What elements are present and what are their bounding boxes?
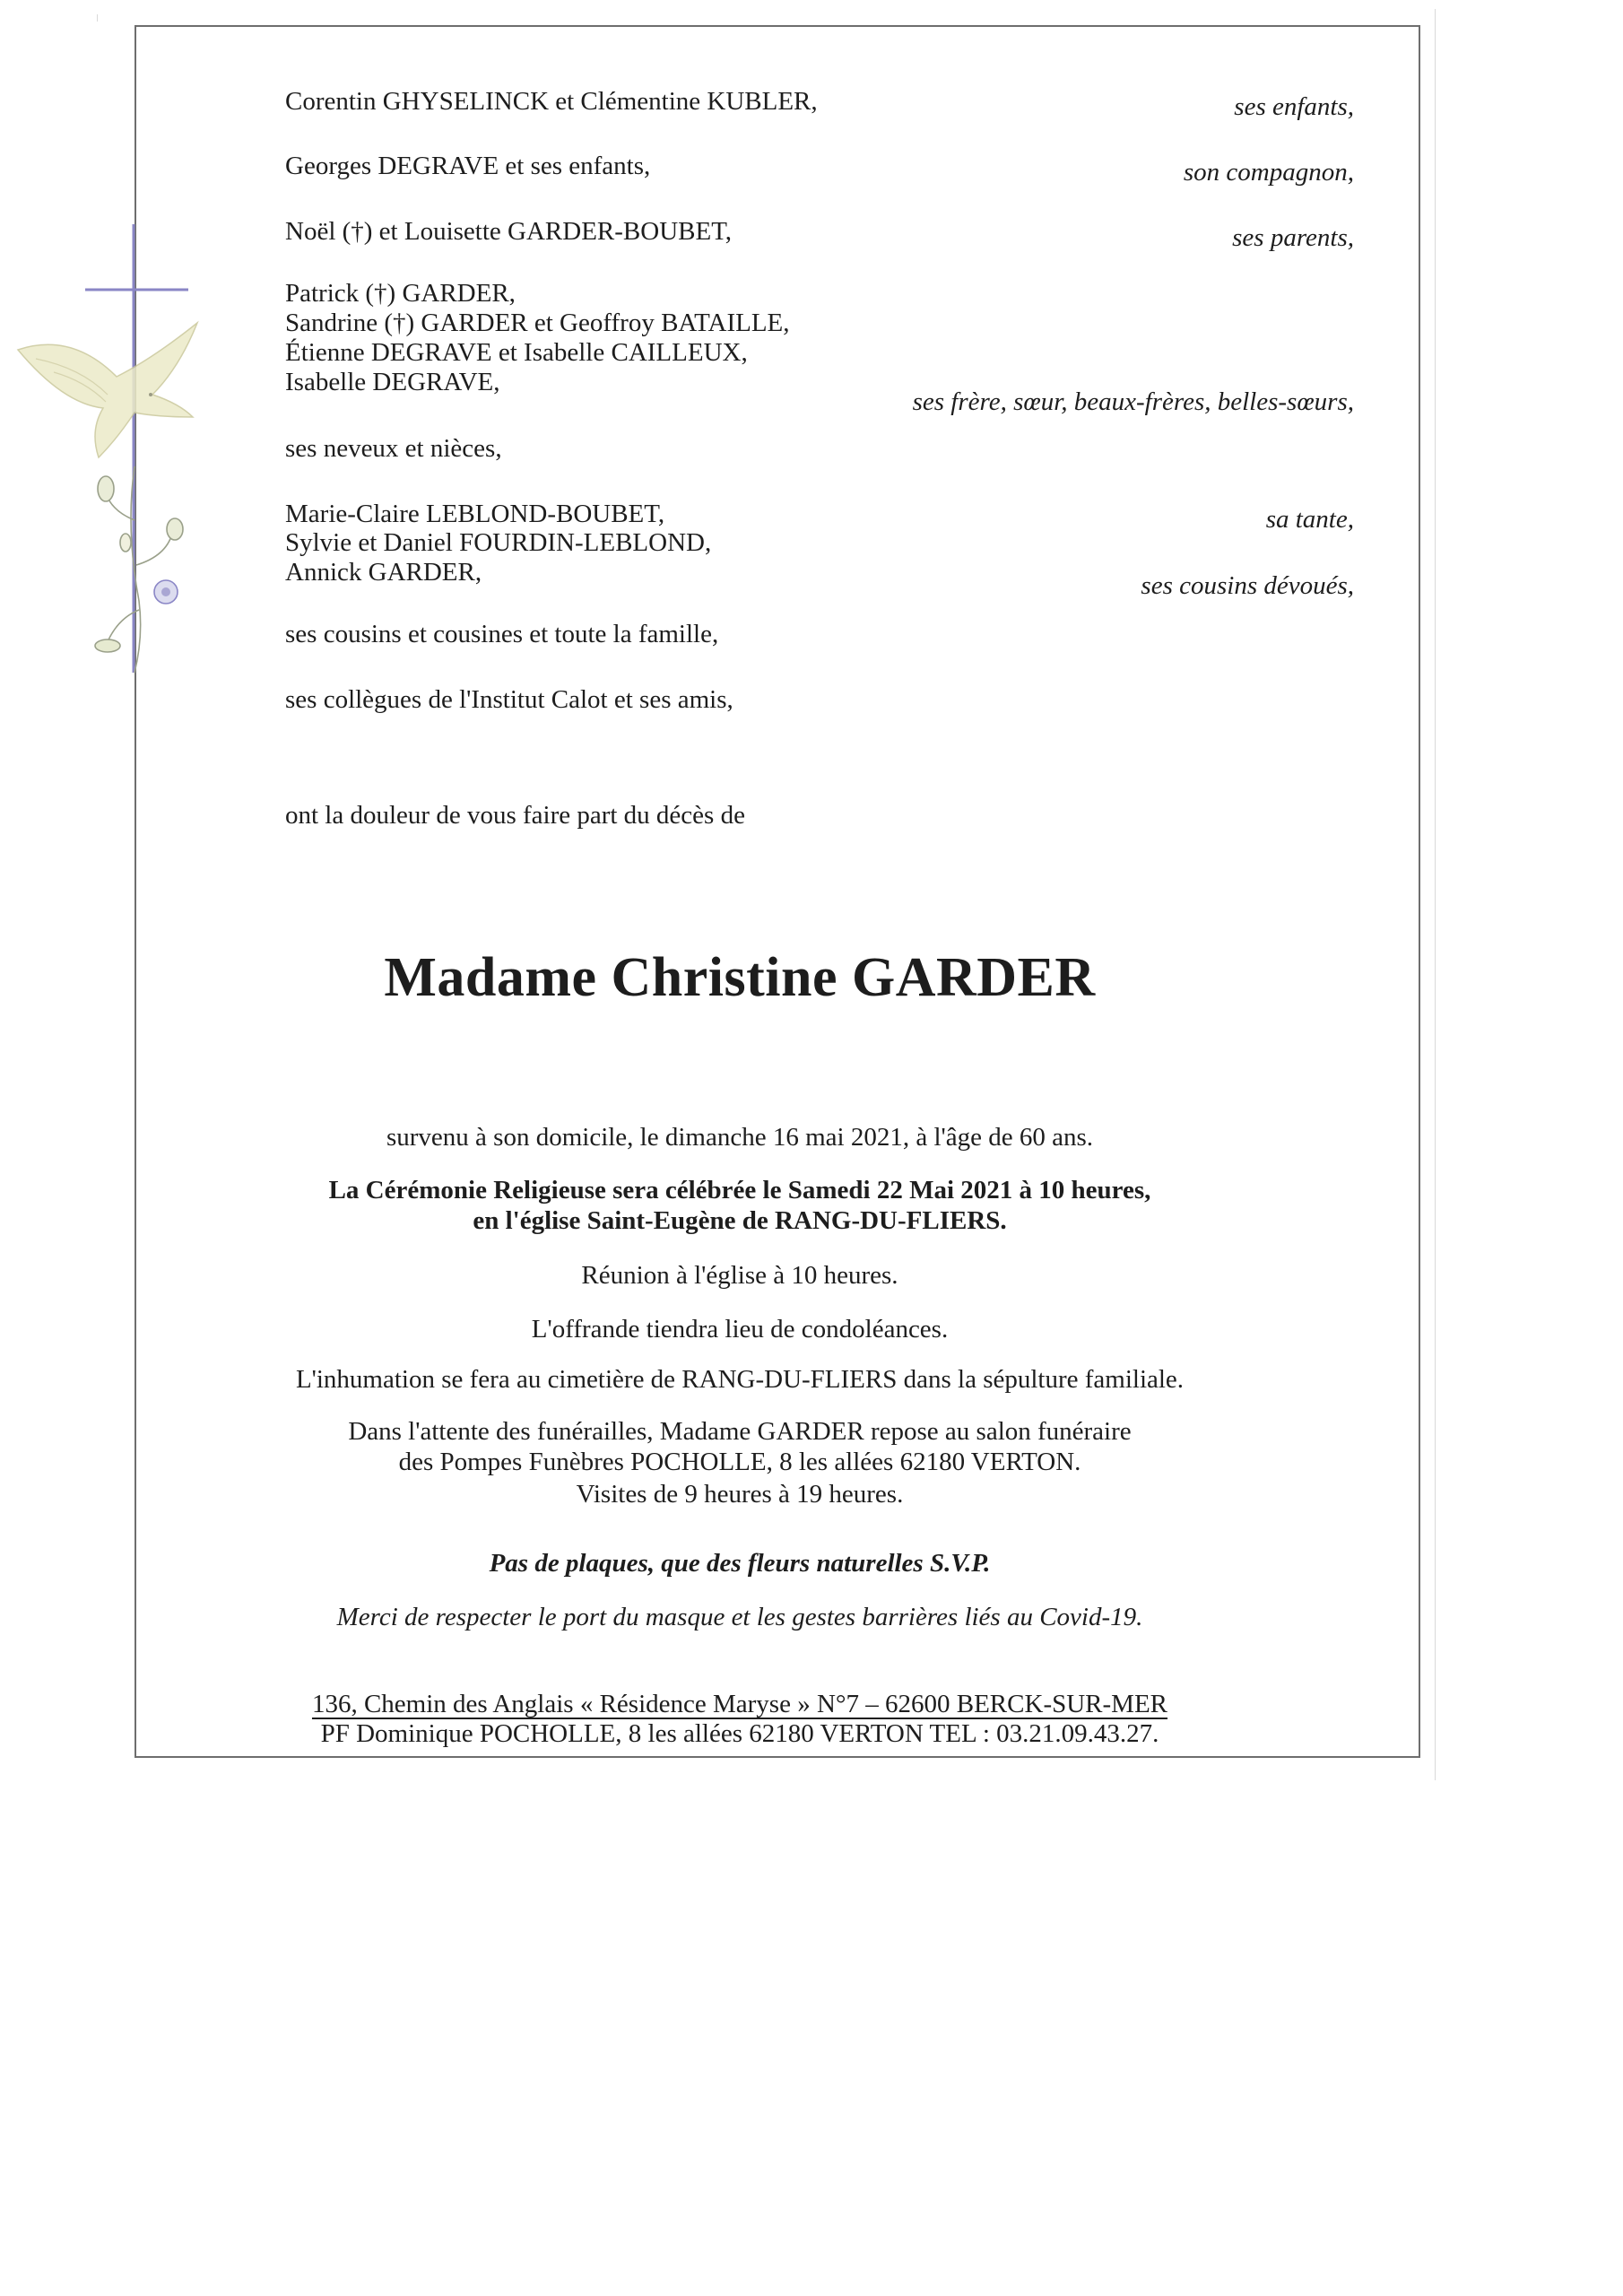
family-siblings-relation: ses frère, sœur, beaux-frères, belles-sœurs,: [912, 387, 1354, 416]
deceased-name: Madame Christine GARDER: [384, 947, 1096, 1008]
flowers-notice: Pas de plaques, que des fleurs naturelles S.V.P.: [489, 1549, 991, 1578]
family-parents-relation: ses parents,: [1232, 223, 1354, 252]
sibling-line: Sandrine (†) GARDER et Geoffroy BATAILLE,: [285, 309, 790, 337]
cousin-line: Annick GARDER,: [285, 558, 482, 587]
covid-notice: Merci de respecter le port du masque et les gestes barrières liés au Covid-19.: [336, 1603, 1143, 1631]
funeral-home-contact: PF Dominique POCHOLLE, 8 les allées 62180 VERTON TEL : 03.21.09.43.27.: [320, 1719, 1159, 1748]
family-cousins-list: [285, 528, 711, 587]
ceremony-line-1: La Cérémonie Religieuse sera célébrée le Samedi 22 Mai 2021 à 10 heures,: [328, 1176, 1151, 1205]
offering-info: L'offrande tiendra lieu de condoléances.: [531, 1315, 949, 1344]
sibling-line: Patrick (†) GARDER,: [285, 279, 516, 308]
family-nephews: ses neveux et nièces,: [285, 434, 502, 463]
flower-stem-icon: [95, 466, 183, 673]
death-details: survenu à son domicile, le dimanche 16 mai 2021, à l'âge de 60 ans.: [386, 1123, 1093, 1152]
scan-edge-right: [1435, 9, 1436, 1780]
family-parents-names: Noël (†) et Louisette GARDER-BOUBET,: [285, 217, 733, 246]
rest-line-2: des Pompes Funèbres POCHOLLE, 8 les allées 62180 VERTON.: [398, 1448, 1081, 1476]
family-cousins-relation: ses cousins dévoués,: [1141, 571, 1354, 600]
ceremony-line-2: en l'église Saint-Eugène de RANG-DU-FLIERS.: [473, 1206, 1007, 1235]
family-children-names: Corentin GHYSELINCK et Clémentine KUBLER,: [285, 87, 818, 116]
sibling-line: Isabelle DEGRAVE,: [285, 368, 500, 396]
family-extended: ses cousins et cousines et toute la famille,: [285, 620, 719, 648]
dove-icon: [18, 323, 197, 457]
visits-info: Visites de 9 heures à 19 heures.: [576, 1480, 904, 1509]
family-children-relation: ses enfants,: [1234, 92, 1354, 121]
family-aunt-relation: sa tante,: [1265, 505, 1354, 534]
burial-info: L'inhumation se fera au cimetière de RANG-DU-FLIERS dans la sépulture familiale.: [295, 1365, 1185, 1394]
family-address: 136, Chemin des Anglais « Résidence Maryse » N°7 – 62600 BERCK-SUR-MER: [311, 1690, 1168, 1718]
family-partner-names: Georges DEGRAVE et ses enfants,: [285, 152, 651, 180]
announcement-text: ont la douleur de vous faire part du décès de: [285, 801, 745, 830]
meeting-info: Réunion à l'église à 10 heures.: [581, 1261, 898, 1290]
rest-line-1: Dans l'attente des funérailles, Madame GARDER repose au salon funéraire: [348, 1417, 1132, 1446]
cousin-line: Sylvie et Daniel FOURDIN-LEBLOND,: [285, 528, 712, 557]
sibling-line: Étienne DEGRAVE et Isabelle CAILLEUX,: [285, 338, 748, 367]
family-siblings-list: [285, 279, 790, 397]
scan-edge-top: [97, 14, 98, 22]
cross-dove-flower-illustration: [0, 224, 242, 691]
family-aunt-name: Marie-Claire LEBLOND-BOUBET,: [285, 500, 665, 528]
family-colleagues: ses collègues de l'Institut Calot et ses amis,: [285, 685, 733, 714]
family-partner-relation: son compagnon,: [1183, 158, 1354, 187]
